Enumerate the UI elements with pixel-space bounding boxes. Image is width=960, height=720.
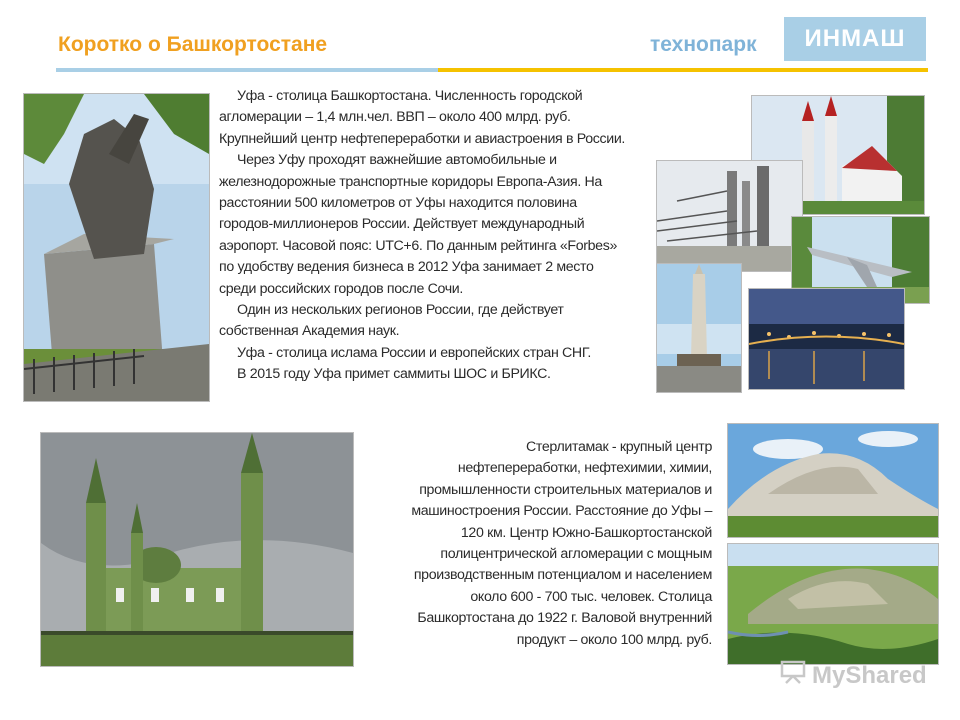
ufa-line: городов-миллионеров России. Действует международный xyxy=(219,216,585,233)
brand-label: технопарк xyxy=(650,33,757,56)
sterlitamak-mosque-photo xyxy=(40,432,354,667)
shikhan-mountain-photo xyxy=(727,423,939,538)
refinery-photo xyxy=(656,160,803,272)
brand-logo: ИНМАШ xyxy=(784,17,926,61)
sterlitamak-line: полицентрической агломерации с мощным xyxy=(440,546,712,563)
header-rule-blue xyxy=(56,68,438,72)
ufa-line: среди российских городов после Сочи. xyxy=(219,280,463,297)
ufa-description xyxy=(219,86,659,386)
sterlitamak-line: около 600 - 700 тыс. человек. Столица xyxy=(470,588,712,605)
shikhan-aerial-photo xyxy=(727,543,939,665)
ufa-line: Крупнейший центр нефтепереработки и авиастроения в России. xyxy=(219,130,625,147)
monument-photo xyxy=(23,93,210,402)
sterlitamak-line: продукт – около 100 млрд. руб. xyxy=(516,631,712,648)
ufa-line: В 2015 году Уфа примет саммиты ШОС и БРИКС. xyxy=(237,366,551,383)
ufa-line: расстоянии 500 километров от Уфы находится половина xyxy=(219,195,577,212)
sterlitamak-line: Башкортостана до 1922 г. Валовой внутренний xyxy=(417,610,712,627)
ufa-line: собственная Академия наук. xyxy=(219,323,400,340)
presentation-board-icon xyxy=(780,660,806,691)
watermark-text: MyShared xyxy=(812,661,927,689)
ufa-line: Через Уфу проходят важнейшие автомобильные и xyxy=(237,152,557,169)
sterlitamak-line: машиностроения России. Расстояние до Уфы – xyxy=(411,503,712,520)
ufa-line: агломерации – 1,4 млн.чел. ВВП – около 400 млрд. руб. xyxy=(219,109,571,126)
sterlitamak-line: Стерлитамак - крупный центр xyxy=(525,439,712,455)
ufa-line: Один из нескольких регионов России, где действует xyxy=(237,302,564,319)
ufa-line: железнодорожные транспортные коридоры Европа-Азия. На xyxy=(219,173,602,190)
watermark xyxy=(780,660,927,691)
sterlitamak-line: производственным потенциалом и населением xyxy=(413,567,712,584)
sterlitamak-line: промышленности строительных материалов и xyxy=(419,481,712,498)
ufa-line: по удобству ведения бизнеса в 2012 Уфа занимает 2 место xyxy=(219,259,594,276)
page-title: Коротко о Башкортостане xyxy=(58,33,328,56)
ufa-line: Уфа - столица Башкортостана. Численность городской xyxy=(237,88,583,104)
sterlitamak-line: 120 км. Центр Южно-Башкортостанской xyxy=(460,524,712,541)
ufa-line: Уфа - столица ислама России и европейских стран СНГ. xyxy=(237,344,592,361)
monument-friendship-photo xyxy=(656,263,742,393)
ufa-line: аэропорт. Часовой пояс: UTC+6. По данным рейтинга «Forbes» xyxy=(219,237,618,254)
sterlitamak-description xyxy=(356,437,712,651)
header-rule-yellow xyxy=(438,68,928,72)
sterlitamak-line: нефтепереработки, нефтехимии, химии, xyxy=(457,460,712,477)
night-city-photo xyxy=(748,288,905,390)
